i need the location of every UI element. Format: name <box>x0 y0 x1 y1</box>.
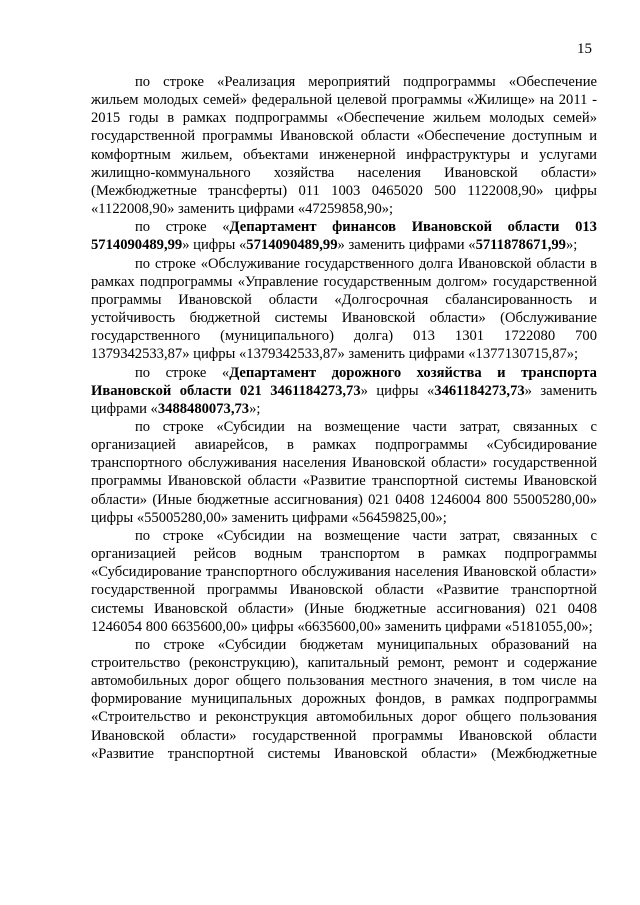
paragraph <box>91 527 597 636</box>
bold-text-span: Департамент финансов Ивановской области 013 5714090489,99 <box>91 219 597 254</box>
text-span: по строке « <box>135 364 230 381</box>
text-span: » заменить цифрами « <box>337 237 476 254</box>
text-span: » заменить цифрами « <box>91 382 597 417</box>
paragraph <box>91 73 597 218</box>
paragraph <box>91 418 597 527</box>
text-span: » цифры « <box>182 237 247 254</box>
paragraph <box>91 255 597 364</box>
bold-text-span: 5711878671,99 <box>475 237 566 254</box>
bold-text-span: Департамент дорожного хозяйства и транспорта Ивановской области 021 3461184273,73 <box>91 364 597 399</box>
text-span: по строке «Субсидии на возмещение части затрат, связанных с организацией авиарейсов, в рамках подпрограммы «Субсидирование транспортного обслуживания населения Ивановской области» государственной программы Ивановской области «Развитие транспортной системы Ивановской области» (Иные бюджетные ассигнования) 021 0408 1246004 800 55005280,00» цифры «55005280,00» заменить цифрами «56459825,00»; <box>91 418 597 526</box>
bold-text-span: 3461184273,73 <box>434 382 525 399</box>
paragraph <box>91 364 597 418</box>
text-span: по строке « <box>135 219 230 236</box>
text-span: »; <box>249 400 261 417</box>
page-number: 15 <box>577 41 592 57</box>
paragraph <box>91 218 597 254</box>
bold-text-span: 3488480073,73 <box>157 400 250 417</box>
text-span: по строке «Субсидии на возмещение части затрат, связанных с организацией рейсов водным транспортом в рамках подпрограммы «Субсидирование транспортного обслуживания населения Ивановской области» государственной программы Ивановской области «Развитие транспортной системы Ивановской области» (Иные бюджетные ассигнования) 021 0408 1246054 800 6635600,00» цифры «6635600,00» заменить цифрами «5181055,00»; <box>91 527 597 635</box>
bold-text-span: 5714090489,99 <box>246 237 338 254</box>
text-span: по строке «Обслуживание государственного долга Ивановской области в рамках подпрограммы «Управление государственным долгом» государственной программы Ивановской области «Долгосрочная сбалансированность и устойчивость бюджетной системы Ивановской области» (Обслуживание государственного (муниципального) долга) 013 1301 1722080 700 1379342533,87» цифры «1379342533,87» заменить цифрами «1377130715,87»; <box>91 255 597 363</box>
text-span: »; <box>565 237 578 254</box>
text-span: по строке «Субсидии бюджетам муниципальных образований на строительство (реконструкцию), капитальный ремонт, ремонт и содержание автомобильных дорог общего пользования местного значения, в том числе на формирование муниципальных дорожных фондов, в рамках подпрограммы «Строительство и реконструкция автомобильных дорог общего пользования Ивановской области» государственной программы Ивановской области «Развитие транспортной системы Ивановской области» (Межбюджетные <box>91 636 597 762</box>
document-body <box>91 73 597 763</box>
paragraph <box>91 636 597 763</box>
text-span: по строке «Реализация мероприятий подпрограммы «Обеспечение жильем молодых семей» федеральной целевой программы «Жилище» на 2011 - 2015 годы в рамках подпрограммы «Обеспечение жильем молодых семей» государственной программы Ивановской области «Обеспечение доступным и комфортным жильем, объектами инженерной инфраструктуры и услугами жилищно-коммунального хозяйства населения Ивановской области» (Межбюджетные трансферты) 011 1003 0465020 500 1122008,90» цифры «1122008,90» заменить цифрами «47259858,90»; <box>91 74 597 218</box>
text-span: » цифры « <box>360 382 435 399</box>
